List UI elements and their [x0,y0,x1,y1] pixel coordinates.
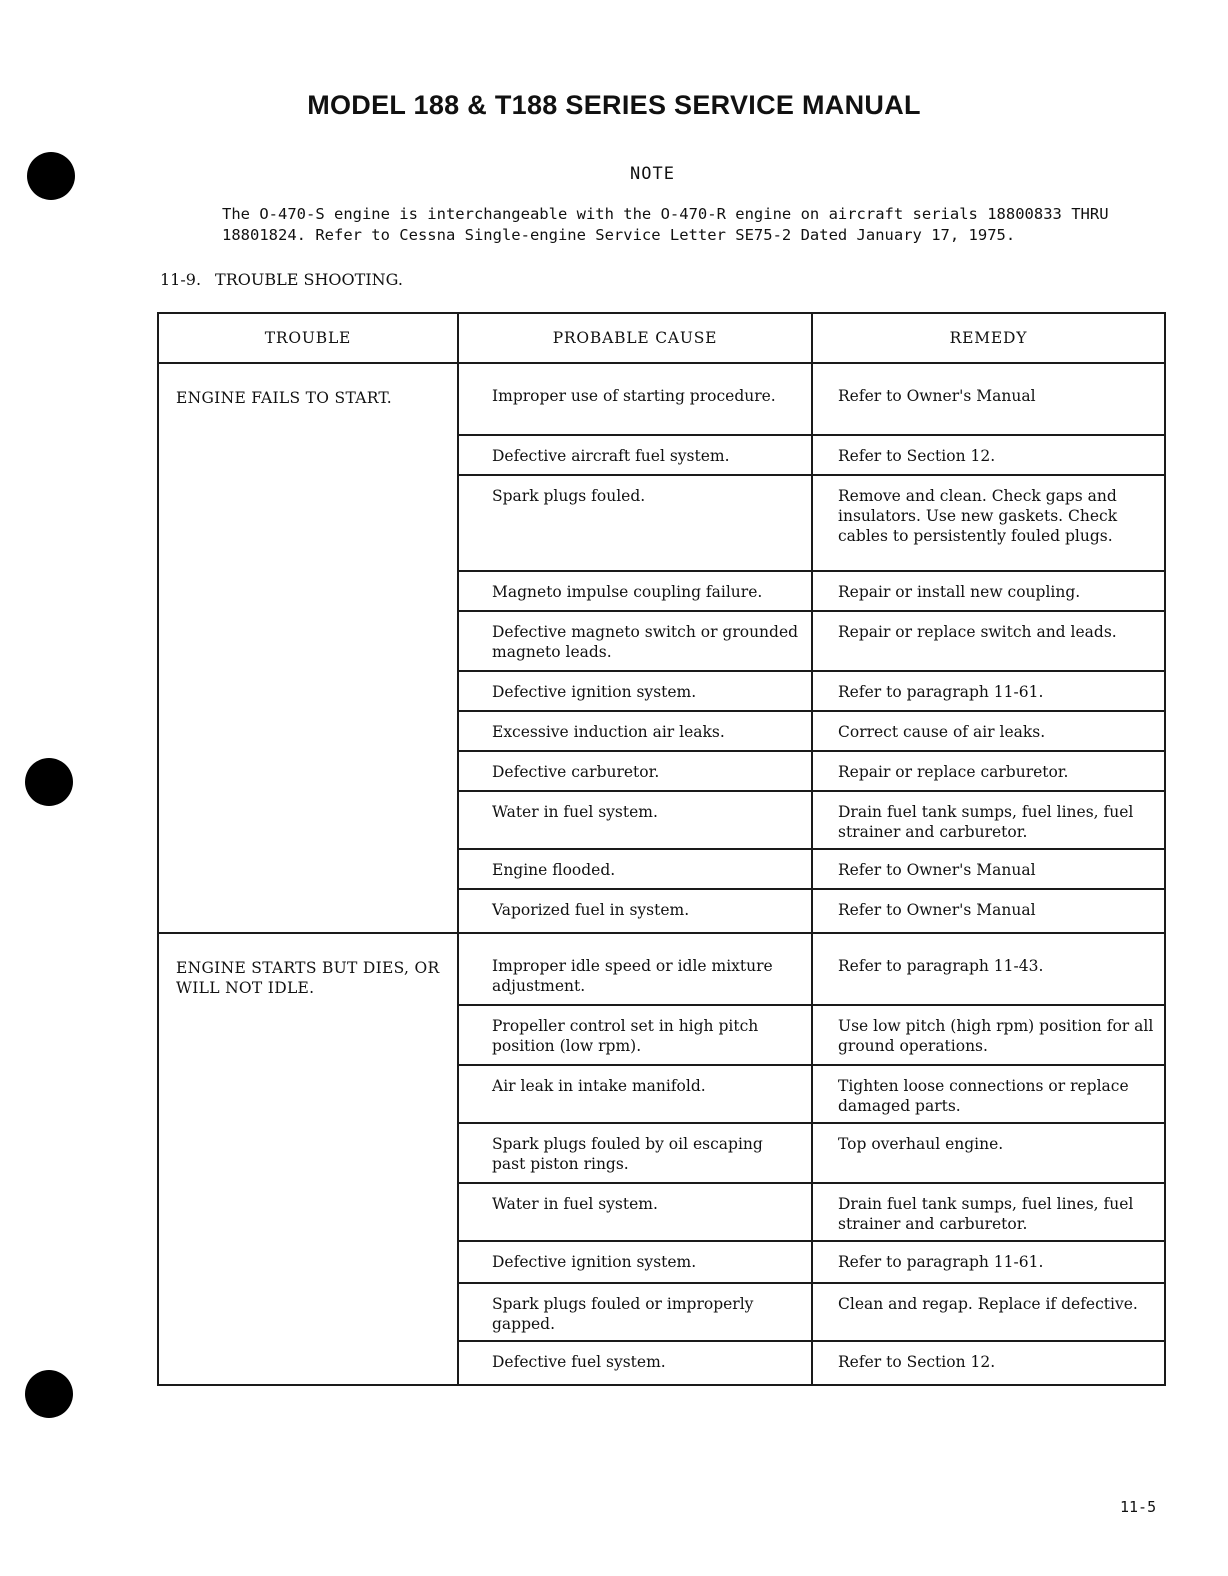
remedy-cell: Refer to Section 12. [812,435,1165,475]
remedy-cell: Refer to Owner's Manual [812,363,1165,435]
cause-cell: Defective aircraft fuel system. [458,435,812,475]
table-row [158,933,1165,1005]
cause-cell: Propeller control set in high pitch position (low rpm). [458,1005,812,1065]
trouble-shooting-table [157,312,1166,1386]
header-remedy: REMEDY [812,313,1165,363]
remedy-cell: Use low pitch (high rpm) position for all ground operations. [812,1005,1165,1065]
cause-cell: Defective magneto switch or grounded magneto leads. [458,611,812,671]
remedy-cell: Refer to Section 12. [812,1341,1165,1385]
remedy-cell: Repair or replace switch and leads. [812,611,1165,671]
remedy-cell: Refer to Owner's Manual [812,849,1165,889]
remedy-cell: Tighten loose connections or replace damaged parts. [812,1065,1165,1123]
remedy-cell: Drain fuel tank sumps, fuel lines, fuel strainer and carburetor. [812,1183,1165,1241]
cause-cell: Defective ignition system. [458,1241,812,1283]
binder-hole-bottom [25,1370,73,1418]
binder-hole-top [27,152,75,200]
cause-cell: Defective carburetor. [458,751,812,791]
remedy-cell: Repair or replace carburetor. [812,751,1165,791]
cause-cell: Water in fuel system. [458,791,812,849]
cause-cell: Defective ignition system. [458,671,812,711]
cause-cell: Air leak in intake manifold. [458,1065,812,1123]
cause-cell: Spark plugs fouled by oil escaping past piston rings. [458,1123,812,1183]
section-heading [160,270,403,289]
cause-cell: Improper use of starting procedure. [458,363,812,435]
cause-cell: Water in fuel system. [458,1183,812,1241]
trouble-cell: ENGINE FAILS TO START. [158,363,458,933]
remedy-cell: Drain fuel tank sumps, fuel lines, fuel strainer and carburetor. [812,791,1165,849]
table-header-row [158,313,1165,363]
cause-cell: Improper idle speed or idle mixture adjustment. [458,933,812,1005]
page-title: MODEL 188 & T188 SERIES SERVICE MANUAL [307,90,921,120]
header-trouble: TROUBLE [158,313,458,363]
remedy-cell: Refer to paragraph 11-61. [812,671,1165,711]
page-number: 11-5 [1120,1498,1157,1516]
section-title: TROUBLE SHOOTING. [215,270,403,289]
remedy-cell: Clean and regap. Replace if defective. [812,1283,1165,1341]
header-probable-cause: PROBABLE CAUSE [458,313,812,363]
cause-cell: Defective fuel system. [458,1341,812,1385]
note-heading: NOTE [630,164,675,184]
cause-cell: Spark plugs fouled. [458,475,812,571]
remedy-cell: Repair or install new coupling. [812,571,1165,611]
trouble-cell: ENGINE STARTS BUT DIES, OR WILL NOT IDLE. [158,933,458,1385]
binder-hole-middle [25,758,73,806]
remedy-cell: Correct cause of air leaks. [812,711,1165,751]
remedy-cell: Top overhaul engine. [812,1123,1165,1183]
cause-cell: Magneto impulse coupling failure. [458,571,812,611]
remedy-cell: Refer to Owner's Manual [812,889,1165,933]
remedy-cell: Remove and clean. Check gaps and insulators. Use new gaskets. Check cables to persistently fouled plugs. [812,475,1165,571]
cause-cell: Spark plugs fouled or improperly gapped. [458,1283,812,1341]
table-row [158,363,1165,435]
cause-cell: Vaporized fuel in system. [458,889,812,933]
section-number: 11-9. [160,270,202,289]
remedy-cell: Refer to paragraph 11-61. [812,1241,1165,1283]
cause-cell: Engine flooded. [458,849,812,889]
note-text: The O-470-S engine is interchangeable with the O-470-R engine on aircraft serials 18800833 THRU 18801824. Refer to Cessna Single-engine Service Letter SE75-2 Dated January 17, 1975. [222,205,1109,244]
cause-cell: Excessive induction air leaks. [458,711,812,751]
remedy-cell: Refer to paragraph 11-43. [812,933,1165,1005]
